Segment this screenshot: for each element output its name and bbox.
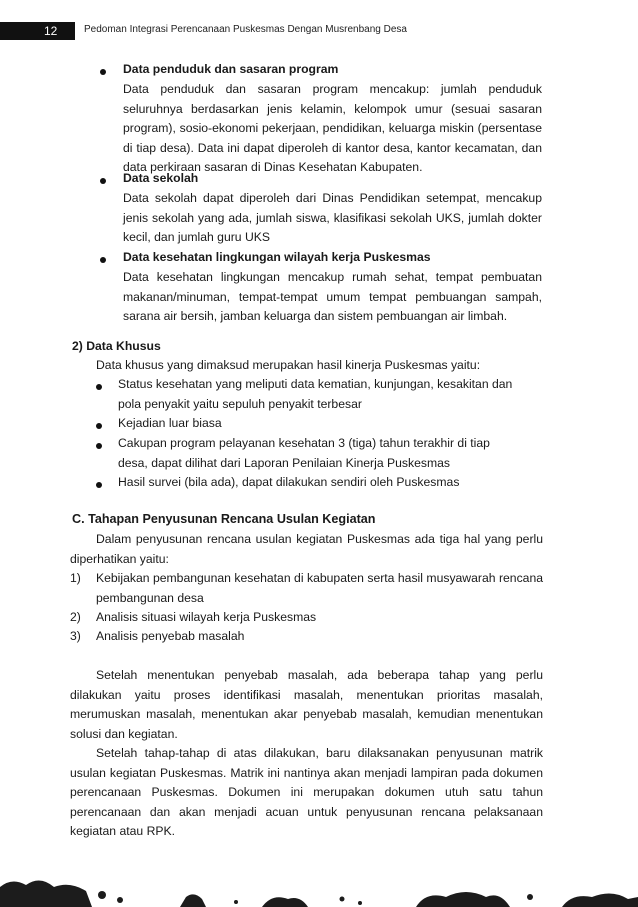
bullet-icon — [100, 257, 106, 263]
paragraph: Setelah menentukan penyebab masalah, ada beberapa tahap yang perlu dilakukan yaitu proses identifikasi masalah, menentukan prioritas masalah, merumuskan masalah, menentukan akar penyebab masalah, kemudian menentukan solusi dan kegiatan. — [70, 668, 543, 741]
bullet-icon — [96, 423, 102, 429]
list-item: Cakupan program pelayanan kesehatan 3 (tiga) tahun terakhir di tiap desa, dapat dilihat dari Laporan Penilaian Kinerja Puskesmas — [118, 436, 490, 470]
list-number: 1) — [70, 571, 81, 585]
bullet-icon — [96, 384, 102, 390]
list-item: Status kesehatan yang meliputi data kematian, kunjungan, kesakitan dan pola penyakit yaitu sepuluh penyakit terbesar — [118, 377, 513, 411]
section-intro: Data khusus yang dimaksud merupakan hasil kinerja Puskesmas yaitu: — [96, 358, 481, 372]
bullet-icon — [96, 443, 102, 449]
list-item: Kejadian luar biasa — [118, 416, 222, 430]
list-number: 3) — [70, 629, 81, 643]
page-header — [0, 0, 638, 40]
item-body: Data kesehatan lingkungan mencakup rumah sehat, tempat pembuatan makanan/minuman, tempat-tempat umum tempat pembuangan sampah, sarana air bersih, jamban keluarga dan sistem pembuangan air limbah. — [123, 270, 542, 324]
numbered-item: Analisis situasi wilayah kerja Puskesmas — [96, 610, 317, 624]
section-intro: Dalam penyusunan rencana usulan kegiatan Puskesmas ada tiga hal yang perlu diperhatikan yaitu: — [70, 532, 543, 566]
footer-ink-decoration — [0, 847, 638, 907]
numbered-item: Analisis penyebab masalah — [96, 629, 245, 643]
paragraph: Setelah tahap-tahap di atas dilakukan, baru dilaksanakan penyusunan matrik usulan kegiatan Puskesmas. Matrik ini nantinya akan menjadi lampiran pada dokumen perencanaan Puskesmas. Dokumen ini merupakan dokumen utuh satu tahun perencanaan dan akan menjadi acuan untuk penyusunan rencana pelaksanaan kegiatan atau RPK. — [70, 746, 543, 839]
running-header-title: Pedoman Integrasi Perencanaan Puskesmas Dengan Musrenbang Desa — [84, 24, 407, 35]
item-body: Data sekolah dapat diperoleh dari Dinas Pendidikan setempat, mencakup jenis sekolah yang ada, jumlah siswa, klasifikasi sekolah UKS, jumlah dokter kecil, dan jumlah guru UKS — [123, 191, 542, 245]
bullet-icon — [96, 482, 102, 488]
section-heading: C. Tahapan Penyusunan Rencana Usulan Kegiatan — [72, 512, 376, 526]
bullet-icon — [100, 69, 106, 75]
list-number: 2) — [70, 610, 81, 624]
numbered-item: Kebijakan pembangunan kesehatan di kabupaten serta hasil musyawarah rencana pembangunan desa — [96, 571, 543, 605]
list-item: Hasil survei (bila ada), dapat dilakukan sendiri oleh Puskesmas — [118, 475, 460, 489]
item-title: Data sekolah — [123, 171, 199, 185]
item-title: Data kesehatan lingkungan wilayah kerja Puskesmas — [123, 250, 431, 264]
bullet-icon — [100, 178, 106, 184]
page-number: 12 — [0, 22, 75, 40]
item-title: Data penduduk dan sasaran program — [123, 62, 339, 76]
section-heading: 2) Data Khusus — [72, 339, 161, 353]
item-body: Data penduduk dan sasaran program mencakup: jumlah penduduk seluruhnya berdasarkan jenis kelamin, kelompok umur (sesuai sasaran program), sosio-ekonomi pekerjaan, pendidikan, keluarga miskin (persentase di tiap desa). Data ini dapat diperoleh di kantor desa, kantor kecamatan, dan data perkiraan sasaran di Dinas Kesehatan Kabupaten. — [123, 82, 542, 175]
